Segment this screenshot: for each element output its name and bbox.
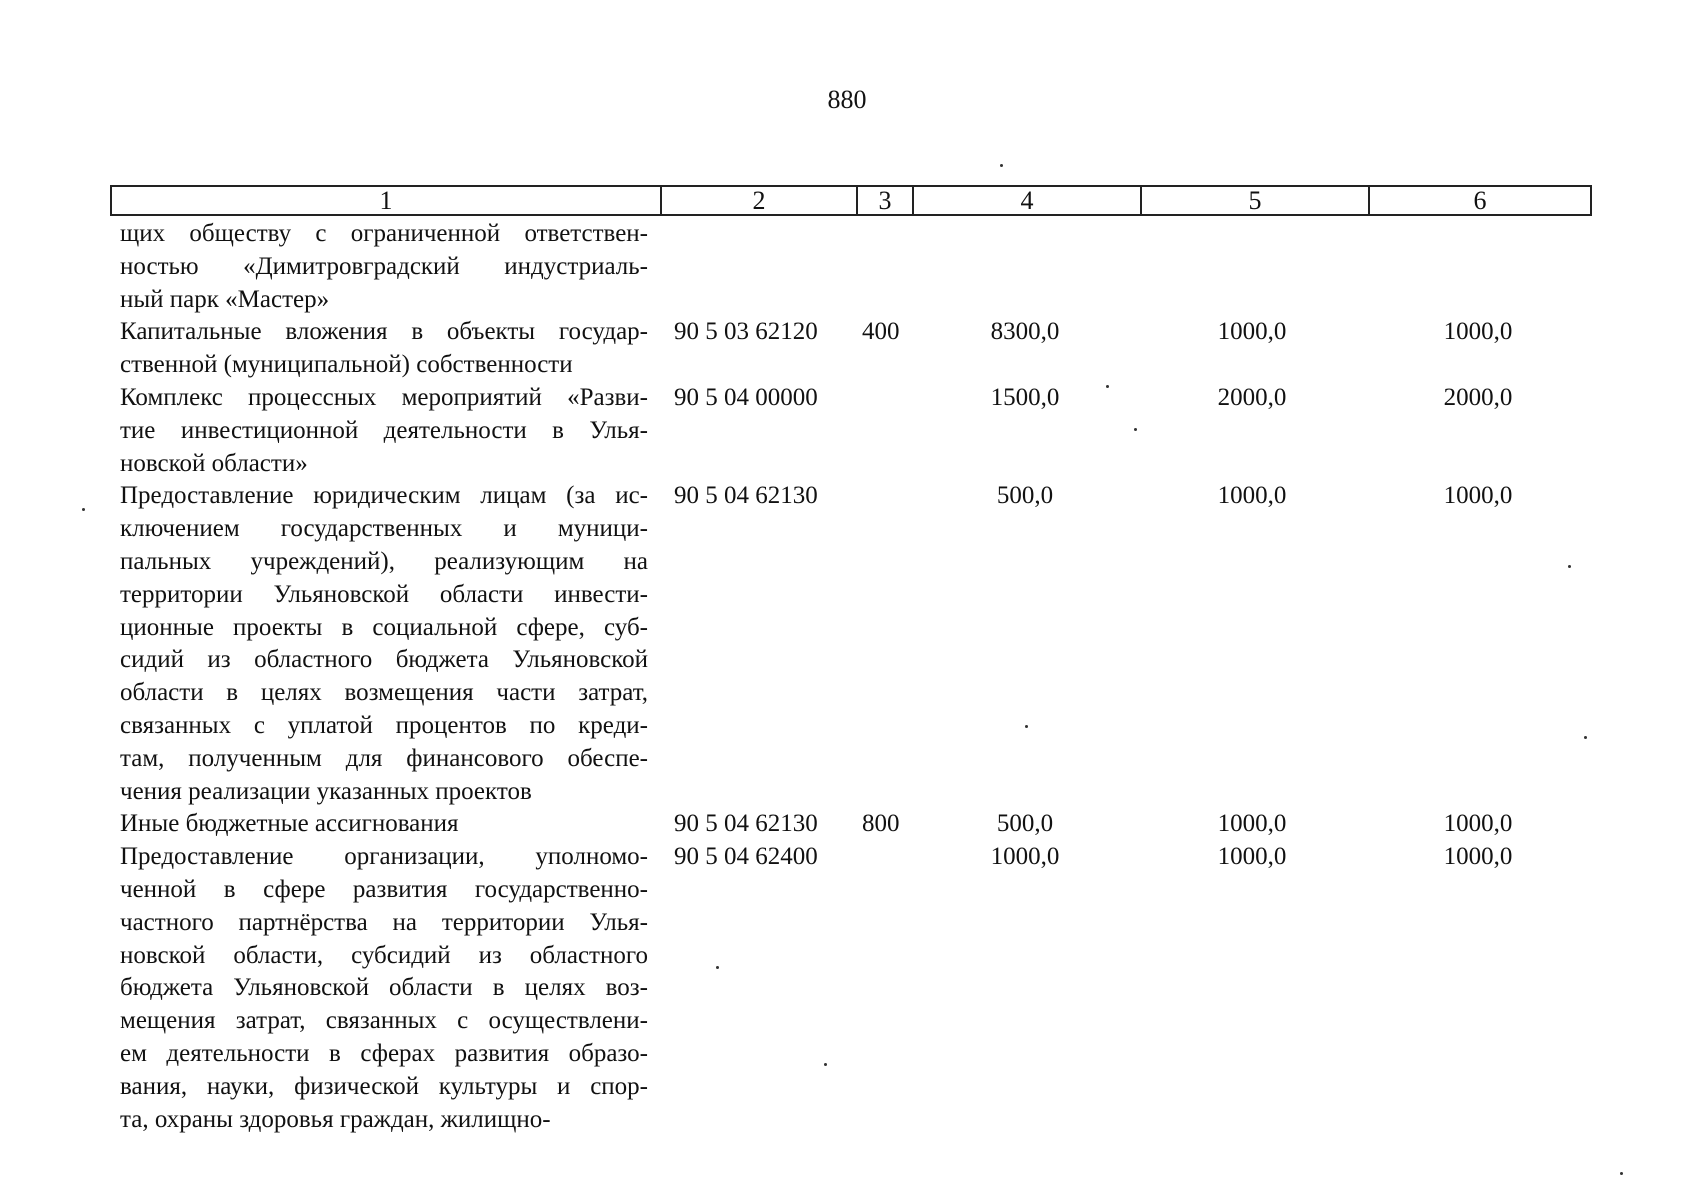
scan-speck bbox=[824, 1063, 827, 1066]
description-line: области в целях возмещения части затрат, bbox=[120, 679, 648, 707]
row-description bbox=[120, 841, 648, 1136]
table-row bbox=[0, 218, 1694, 316]
row-value-col6: 2000,0 bbox=[1443, 383, 1513, 411]
row-value-col5: 1000,0 bbox=[1217, 843, 1287, 871]
description-line: бюджета Ульяновской области в целях воз- bbox=[120, 974, 648, 1002]
description-line: Предоставление организации, уполномо- bbox=[120, 843, 648, 871]
row-code: 90 5 03 62120 bbox=[674, 318, 818, 346]
table-row bbox=[0, 382, 1694, 480]
scan-speck bbox=[1568, 565, 1571, 568]
header-col-3: 3 bbox=[858, 187, 914, 214]
description-line: вания, науки, физической культуры и спор- bbox=[120, 1072, 648, 1100]
row-description bbox=[120, 382, 648, 480]
description-line: тие инвестиционной деятельности в Улья- bbox=[120, 416, 648, 444]
row-description bbox=[120, 316, 648, 382]
row-code: 90 5 04 00000 bbox=[674, 383, 818, 411]
row-description bbox=[120, 218, 648, 316]
description-line: ключением государственных и муници- bbox=[120, 515, 648, 543]
table-row bbox=[0, 480, 1694, 808]
row-type: 400 bbox=[862, 318, 900, 346]
description-line: мещения затрат, связанных с осуществлени- bbox=[120, 1007, 648, 1035]
row-value-col4: 1500,0 bbox=[990, 383, 1060, 411]
table-body bbox=[0, 218, 1694, 1136]
row-code: 90 5 04 62400 bbox=[674, 843, 818, 871]
row-value-col5: 1000,0 bbox=[1217, 318, 1287, 346]
table-row bbox=[0, 808, 1694, 841]
header-col-4: 4 bbox=[914, 187, 1142, 214]
row-code: 90 5 04 62130 bbox=[674, 482, 818, 510]
row-value-col5: 1000,0 bbox=[1217, 810, 1287, 838]
row-value-col6: 1000,0 bbox=[1443, 482, 1513, 510]
description-line: новской области» bbox=[120, 449, 308, 477]
scan-speck bbox=[1134, 428, 1137, 431]
description-line: щих обществу с ограниченной ответствен- bbox=[120, 220, 648, 247]
header-col-5: 5 bbox=[1142, 187, 1370, 214]
row-value-col4: 500,0 bbox=[996, 482, 1054, 510]
row-value-col5: 2000,0 bbox=[1217, 383, 1287, 411]
row-value-col4: 1000,0 bbox=[990, 843, 1060, 871]
row-type: 800 bbox=[862, 810, 900, 838]
description-line: ем деятельности в сферах развития образо- bbox=[120, 1039, 648, 1067]
description-line: Иные бюджетные ассигнования bbox=[120, 810, 459, 838]
scan-speck bbox=[1620, 1172, 1623, 1175]
description-line: ный парк «Мастер» bbox=[120, 285, 330, 313]
scan-speck bbox=[1000, 164, 1003, 167]
description-line: чения реализации указанных проектов bbox=[120, 777, 532, 805]
row-code: 90 5 04 62130 bbox=[674, 810, 818, 838]
description-line: та, охраны здоровья граждан, жилищно- bbox=[120, 1105, 551, 1133]
header-col-6: 6 bbox=[1473, 186, 1487, 215]
description-line: ностью «Димитровградский индустриаль- bbox=[120, 252, 648, 280]
scan-speck bbox=[1584, 736, 1587, 739]
description-line: ченной в сфере развития государственно- bbox=[120, 875, 648, 903]
description-line: Комплекс процессных мероприятий «Разви- bbox=[120, 383, 648, 411]
header-col-2: 2 bbox=[662, 187, 858, 214]
description-line: частного партнёрства на территории Улья- bbox=[120, 908, 648, 936]
row-value-col4: 8300,0 bbox=[990, 318, 1060, 346]
row-description bbox=[120, 480, 648, 808]
header-col-1: 1 bbox=[112, 187, 662, 214]
row-value-col6: 1000,0 bbox=[1443, 843, 1513, 871]
scan-speck bbox=[1106, 385, 1109, 388]
row-value-col6: 1000,0 bbox=[1443, 318, 1513, 346]
row-value-col6: 1000,0 bbox=[1443, 810, 1513, 838]
row-value-col4: 500,0 bbox=[996, 810, 1054, 838]
row-description bbox=[120, 808, 648, 841]
description-line: пальных учреждений), реализующим на bbox=[120, 547, 648, 575]
row-value-col5: 1000,0 bbox=[1217, 482, 1287, 510]
description-line: ственной (муниципальной) собственности bbox=[120, 351, 573, 379]
description-line: ционные проекты в социальной сфере, суб- bbox=[120, 613, 648, 641]
description-line: связанных с уплатой процентов по креди- bbox=[120, 711, 648, 739]
description-line: Капитальные вложения в объекты государ- bbox=[120, 318, 648, 346]
description-line: Предоставление юридическим лицам (за ис- bbox=[120, 482, 648, 510]
description-line: там, полученным для финансового обеспе- bbox=[120, 744, 648, 772]
description-line: сидий из областного бюджета Ульяновской bbox=[120, 646, 648, 674]
scan-speck bbox=[716, 966, 719, 969]
page-number: 880 bbox=[827, 85, 867, 114]
table-row bbox=[0, 316, 1694, 382]
description-line: новской области, субсидий из областного bbox=[120, 941, 648, 969]
table-header bbox=[110, 185, 1592, 216]
description-line: территории Ульяновской области инвести- bbox=[120, 580, 648, 608]
scan-speck bbox=[1025, 725, 1028, 728]
scan-speck bbox=[82, 508, 85, 511]
table-row bbox=[0, 841, 1694, 1136]
